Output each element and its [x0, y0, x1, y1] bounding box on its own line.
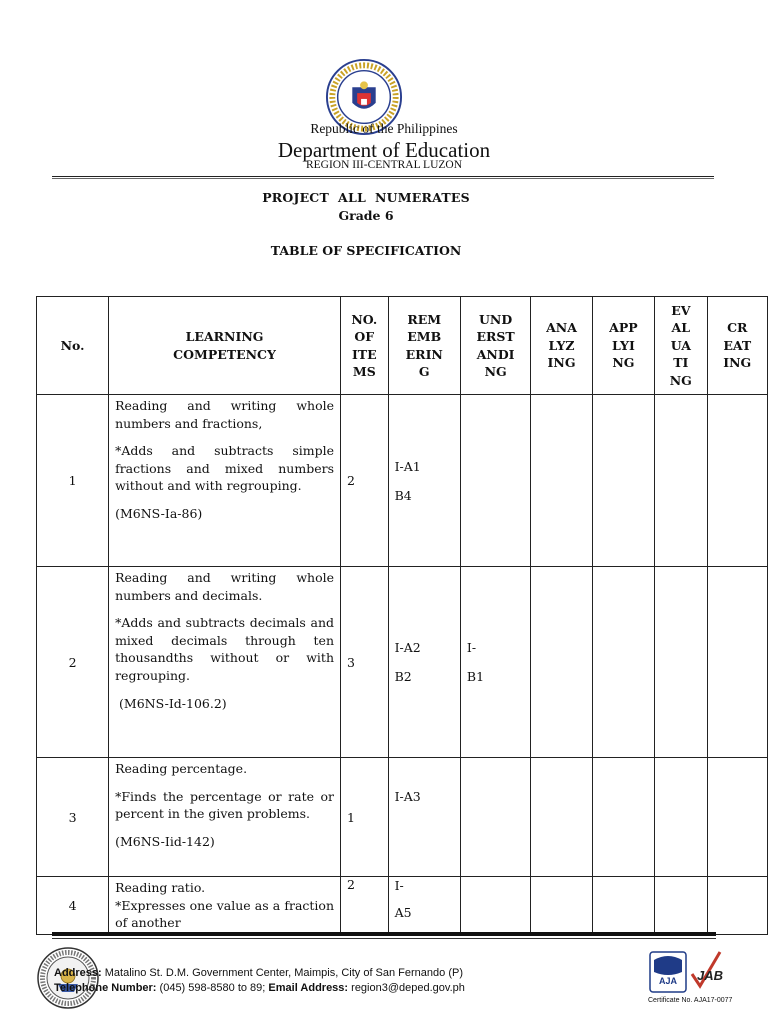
row-number: 3	[37, 758, 109, 877]
header-analyzing: ANA LYZ ING	[531, 297, 592, 395]
header-no: No.	[37, 297, 109, 395]
applying-cell	[592, 877, 654, 935]
creating-cell	[707, 567, 767, 758]
region-label: REGION III-CENTRAL LUZON	[305, 159, 463, 171]
applying-cell	[592, 567, 654, 758]
certificate-number: Certificate No. AJA17-0077	[648, 997, 733, 1004]
footer-divider	[52, 932, 716, 936]
header-understanding: UND ERST ANDI NG	[460, 297, 530, 395]
creating-cell	[707, 758, 767, 877]
header-divider	[52, 176, 714, 177]
header-applying: APP LYI NG	[592, 297, 654, 395]
analyzing-cell	[531, 567, 592, 758]
header-items: NO. OF ITE MS	[341, 297, 389, 395]
row-number: 2	[37, 567, 109, 758]
header-divider-thin	[52, 178, 714, 179]
evaluating-cell	[655, 877, 707, 935]
competency-cell: Reading and writing whole numbers and fractions, *Adds and subtracts simple fractions and mixed numbers without and with regrouping. (M6NS-Ia-86)	[109, 395, 341, 567]
competency-cell: Reading and writing whole numbers and decimals. *Adds and subtracts decimals and mixed decimals through ten thousandths without or with regrouping. (M6NS-Id-106.2)	[109, 567, 341, 758]
remembering-cell: I-A1 B4	[388, 395, 460, 567]
evaluating-cell	[655, 395, 707, 567]
department-title: Department of Education	[277, 138, 491, 162]
items-count: 2	[341, 395, 389, 567]
header-evaluating: EV AL UA TI NG	[655, 297, 707, 395]
remembering-cell: I- A5	[388, 877, 460, 935]
table-row	[37, 395, 768, 567]
items-count: 1	[341, 758, 389, 877]
grade-label: Grade 6	[338, 208, 394, 223]
header-creating: CR EAT ING	[707, 297, 767, 395]
analyzing-cell	[531, 758, 592, 877]
evaluating-cell	[655, 567, 707, 758]
row-number: 1	[37, 395, 109, 567]
understanding-cell	[460, 877, 530, 935]
competency-cell: Reading ratio. *Expresses one value as a fraction of another	[109, 877, 341, 935]
svg-text:JAB: JAB	[696, 968, 724, 983]
creating-cell	[707, 877, 767, 935]
table-row	[37, 567, 768, 758]
header-remembering: REM EMB ERIN G	[388, 297, 460, 395]
table-title: TABLE OF SPECIFICATION	[270, 243, 462, 258]
republic-label: Republic of the Philippines	[310, 121, 458, 136]
creating-cell	[707, 395, 767, 567]
evaluating-cell	[655, 758, 707, 877]
analyzing-cell	[531, 877, 592, 935]
applying-cell	[592, 395, 654, 567]
footer-contact	[54, 966, 465, 996]
footer-divider-thin	[52, 938, 716, 939]
svg-text:AJA: AJA	[658, 976, 678, 986]
remembering-cell: I-A2 B2	[388, 567, 460, 758]
competency-cell: Reading percentage. *Finds the percentage or rate or percent in the given problems. (M6NS-Iid-142)	[109, 758, 341, 877]
table-header-row	[37, 297, 768, 395]
specification-table	[36, 296, 768, 935]
certification-logo	[648, 948, 730, 996]
items-count: 2	[341, 877, 389, 935]
applying-cell	[592, 758, 654, 877]
understanding-cell: I- B1	[460, 567, 530, 758]
items-count: 3	[341, 567, 389, 758]
remembering-cell: I-A3	[388, 758, 460, 877]
project-title: PROJECT ALL NUMERATES	[262, 190, 470, 205]
understanding-cell	[460, 395, 530, 567]
footer-contact-line: Telephone Number: (045) 598-8580 to 89; Email Address: region3@deped.gov.ph	[54, 982, 465, 994]
row-number: 4	[37, 877, 109, 935]
table-row	[37, 758, 768, 877]
header-competency: LEARNING COMPETENCY	[109, 297, 341, 395]
footer-address-line: Address: Matalino St. D.M. Government Center, Maimpis, City of San Fernando (P)	[54, 967, 463, 979]
understanding-cell	[460, 758, 530, 877]
table-row	[37, 877, 768, 935]
analyzing-cell	[531, 395, 592, 567]
